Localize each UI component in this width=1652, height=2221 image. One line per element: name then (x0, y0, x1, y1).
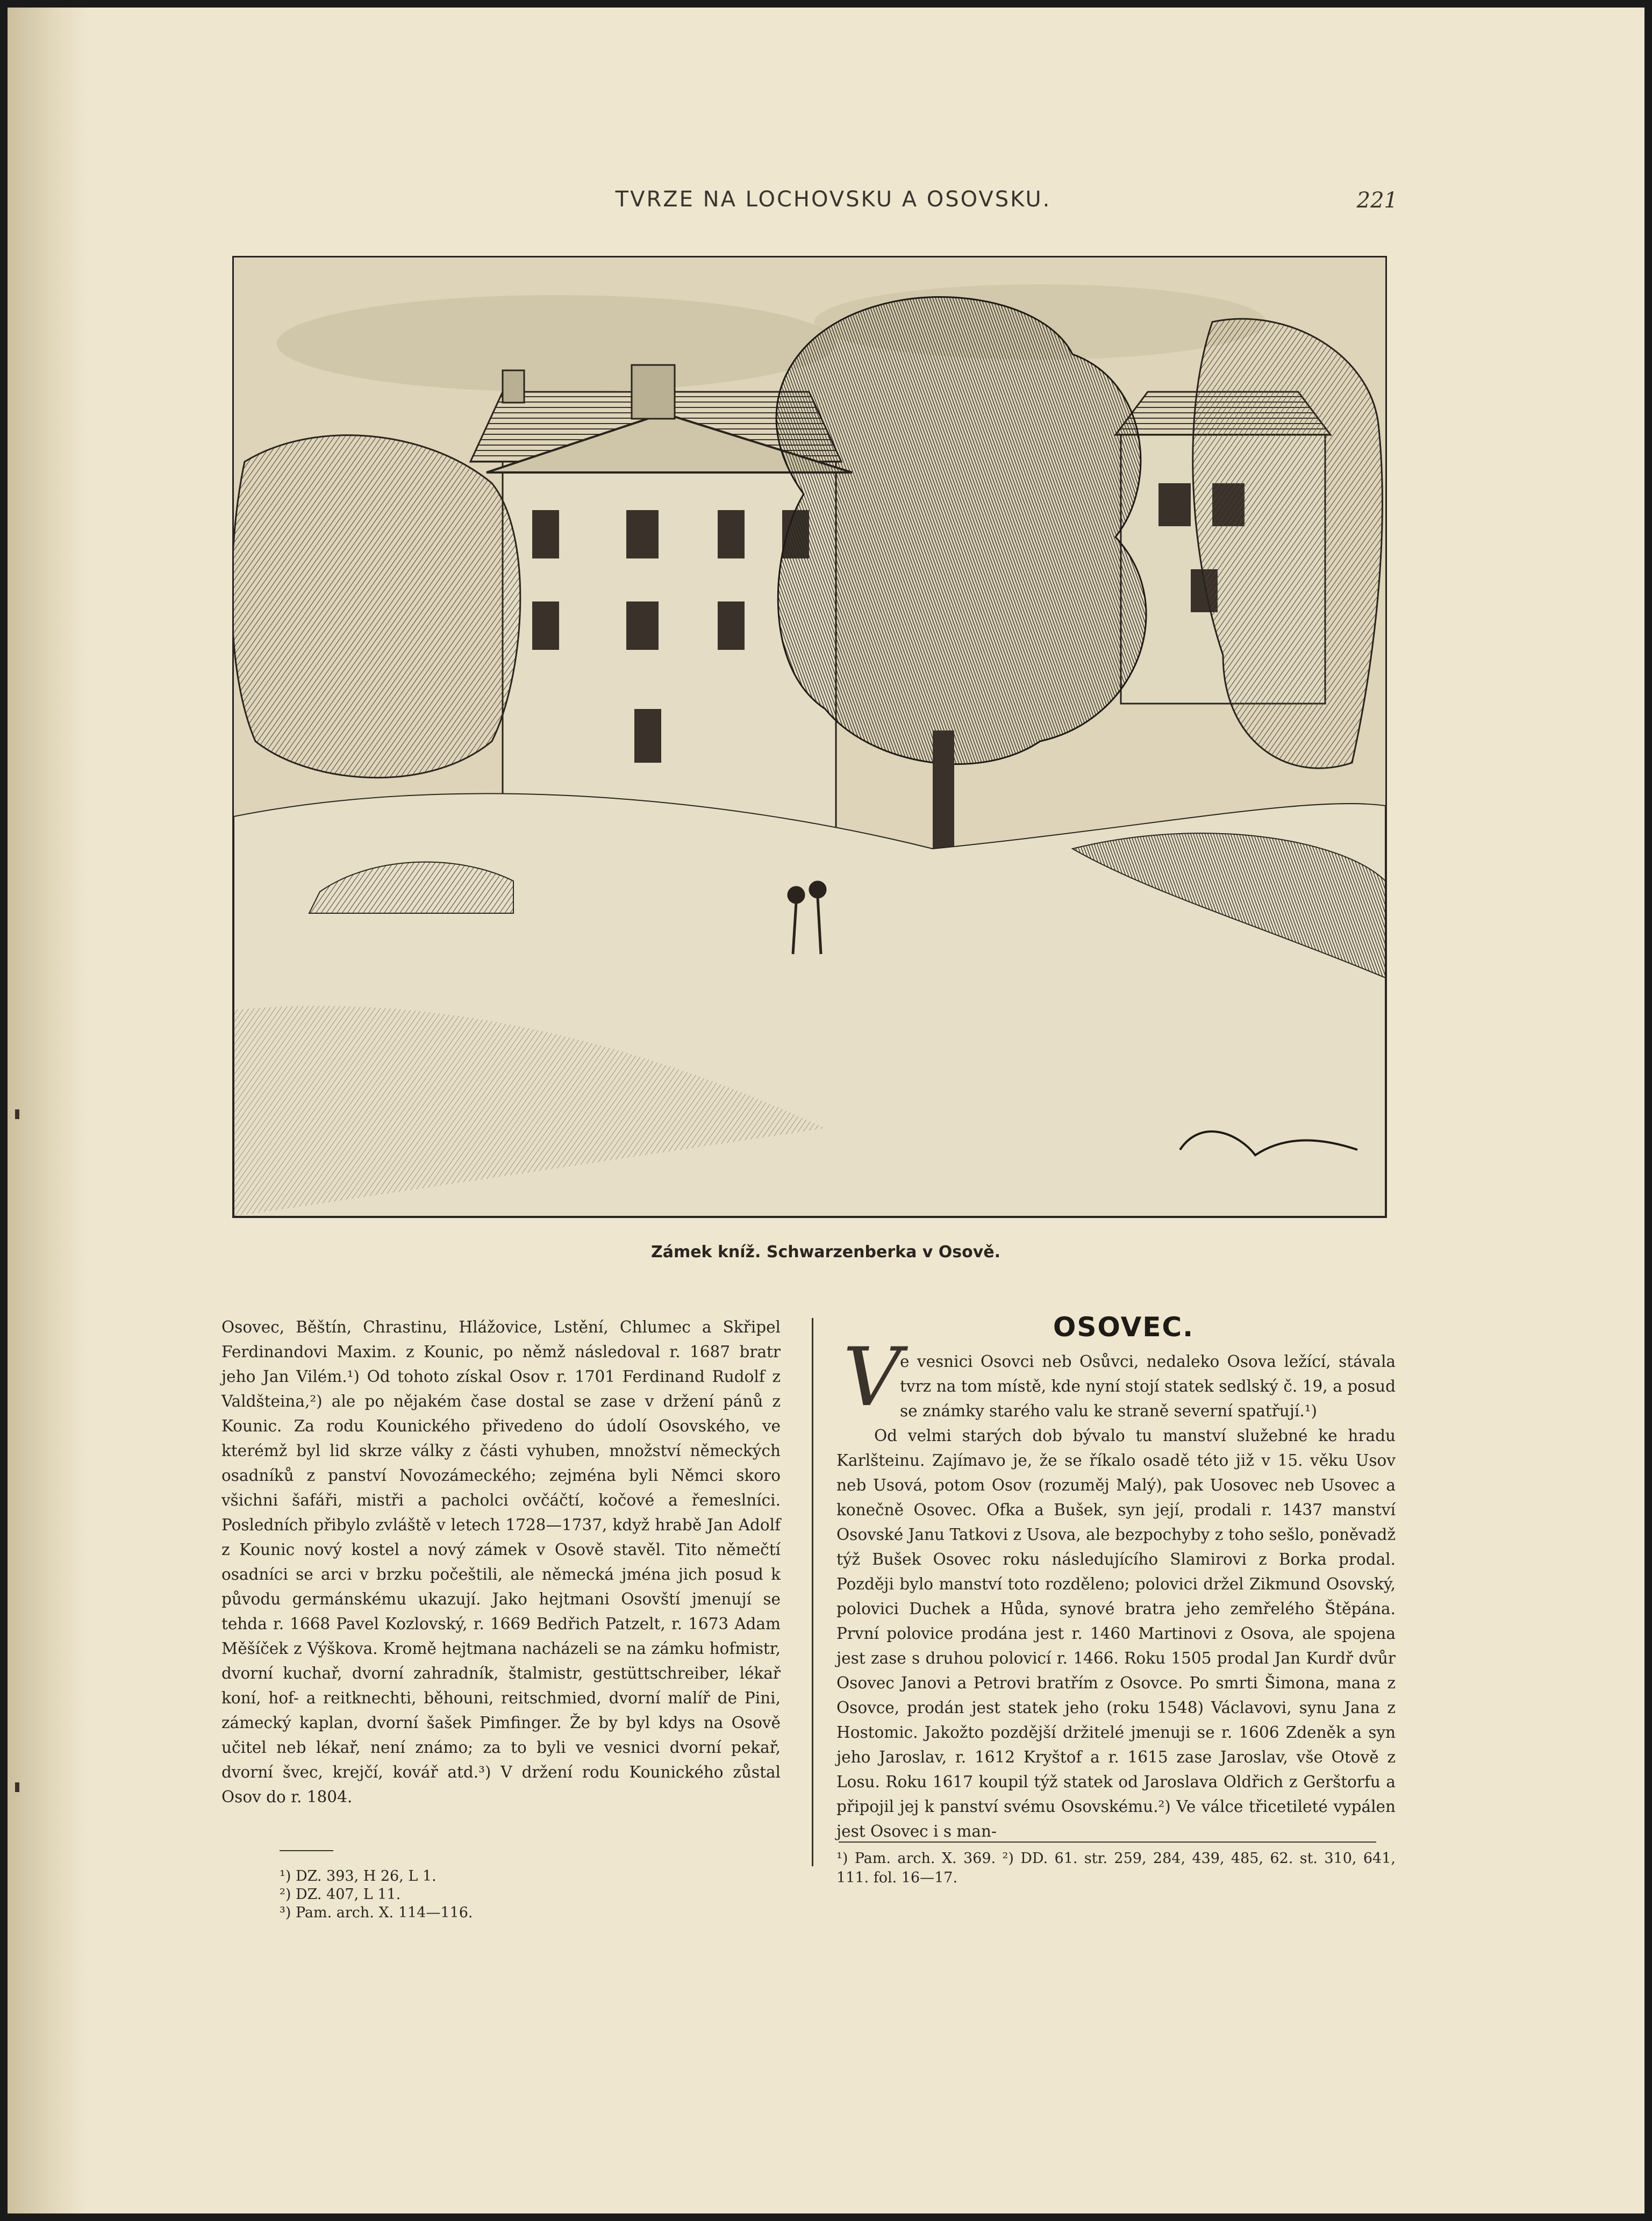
binding-gutter-shadow (8, 8, 88, 2213)
footnote: ³) Pam. arch. X. 114—116. (280, 1904, 473, 1921)
scan-border-top (0, 0, 1652, 8)
scan-border-bottom (0, 2213, 1652, 2221)
footnote: ²) DZ. 407, L 11. (280, 1886, 401, 1903)
gutter-mark (15, 1109, 19, 1119)
drop-cap-initial: V (843, 1331, 902, 1424)
right-column (836, 1349, 1396, 1840)
footnote: ¹) Pam. arch. X. 369. ²) DD. 61. str. 259, 284, 439, 485, 62. st. 310, 641, 111. fol. 16—17. (836, 1850, 1396, 1886)
left-column-paragraph: Osovec, Běštín, Chrastinu, Hlážovice, Lstění, Chlumec a Skřipel Ferdinandovi Maxim. z Kounic, po němž následoval r. 1687 bratr jeho Jan Vilém.¹) Od tohoto získal Osov r. 1701 Ferdinand Rudolf z Valdšteina,²) ale po nějakém čase dostal se zase v držení pánů z Kounic. Za rodu Kounického přivedeno do údolí Osovského, ve kterémž byl lid skrze války z části vyhuben, množství německých osadníků z panství Novozámeckého; zejména byli Němci skoro všichni šafáři, mistři a pacholci ovčáčtí, kočové a řemeslníci. Posledních přibylo zvláště v letech 1728—1737, když hrabě Jan Adolf z Kounic nový kostel a nový zámek v Osově stavěl. Tito němečtí osadníci se arci v brzku počeštili, ale německá jména jich posud k původu germánskému ukazují. Jako hejtmani Osovští jmenují se tehda r. 1668 Pavel Kozlovský, r. 1669 Bedřich Patzelt, r. 1673 Adam Měšíček z Výškova. Kromě hejtmana nacházeli se na zámku hofmistr, dvorní kuchař, dvorní zahradník, štalmistr, gestüttschreiber, lékař koní, hof- a reitknechti, běhouni, reitschmied, dvorní malíř de Pini, zámecký kaplan, dvorní šašek Pimfinger. Že by byl kdys na Osově učitel neb lékař, není známo; za to byli ve vesnici dvorní pekař, dvorní švec, krejčí, kovář atd.³) V držení rodu Kounického zůstal Osov do r. 1804. (221, 1318, 781, 1806)
right-column-paragraph: Od velmi starých dob bývalo tu manství služebné ke hradu Karlšteinu. Zajímavo je, že se říkalo osadě této již v 15. věku Usov neb Usová, potom Osov (rozuměj Malý), pak Uosovec neb Usovec a konečně Osovec. Ofka a Bušek, syn její, prodali r. 1437 manství Osovské Janu Tatkovi z Usova, ale bezpochyby z toho sešlo, poněvadž týž Bušek Osovec roku následujícího Slamirovi z Borka prodal. Později bylo manství toto rozděleno; polovici držel Zikmund Osovský, polovici Duchek a Hůda, synové bratra jeho zemřelého Štěpána. První polovice prodána jest r. 1460 Martinovi z Osova, ale spojena jest zase s druhou polovicí r. 1466. Roku 1505 prodal Jan Kurdř dvůr Osovec Janovi a Petrovi bratřím z Osovce. Po smrti Šimona, mana z Osovce, prodán jest statek jeho (roku 1548) Václavovi, synu Jana z Hostomic. Jakožto pozdější držitelé jmenuji se r. 1606 Zdeněk a syn jeho Jaroslav, r. 1612 Kryštof a r. 1615 zase Jaroslav, vše Otově z Losu. Roku 1617 koupil týž statek od Jaroslava Oldřich z Gerštorfu a připojil jej k panství svému Osovskému.²) Ve válce třicetileté vypálen jest Osovec i s man- (836, 1427, 1396, 1840)
column-divider (812, 1318, 813, 1866)
footnotes-left (280, 1867, 602, 1922)
right-column-paragraph: e vesnici Osovci neb Osůvci, nedaleko Osova ležící, stávala tvrz na tom místě, kde nyní stojí statek sedlský č. 19, a posud se známky starého valu ke straně severní spatřují.¹) (900, 1352, 1396, 1420)
gutter-mark (15, 1782, 19, 1792)
left-column (221, 1315, 781, 1820)
footnotes-right (836, 1849, 1396, 1888)
scan-border-right (1644, 0, 1652, 2221)
section-title: OSOVEC. (1053, 1312, 1195, 1343)
figure-caption: Zámek kníž. Schwarzenberka v Osově. (650, 1243, 1001, 1262)
footnote: ¹) DZ. 393, H 26, L 1. (280, 1868, 437, 1885)
page-number: 221 (1356, 188, 1398, 213)
footnote-rule-right (839, 1842, 1376, 1843)
scan-border-left (0, 0, 8, 2221)
footnote-rule-left (280, 1850, 333, 1851)
castle-engraving (232, 256, 1387, 1218)
running-head: TVRZE NA LOCHOVSKU A OSOVSKU. (615, 187, 1052, 212)
